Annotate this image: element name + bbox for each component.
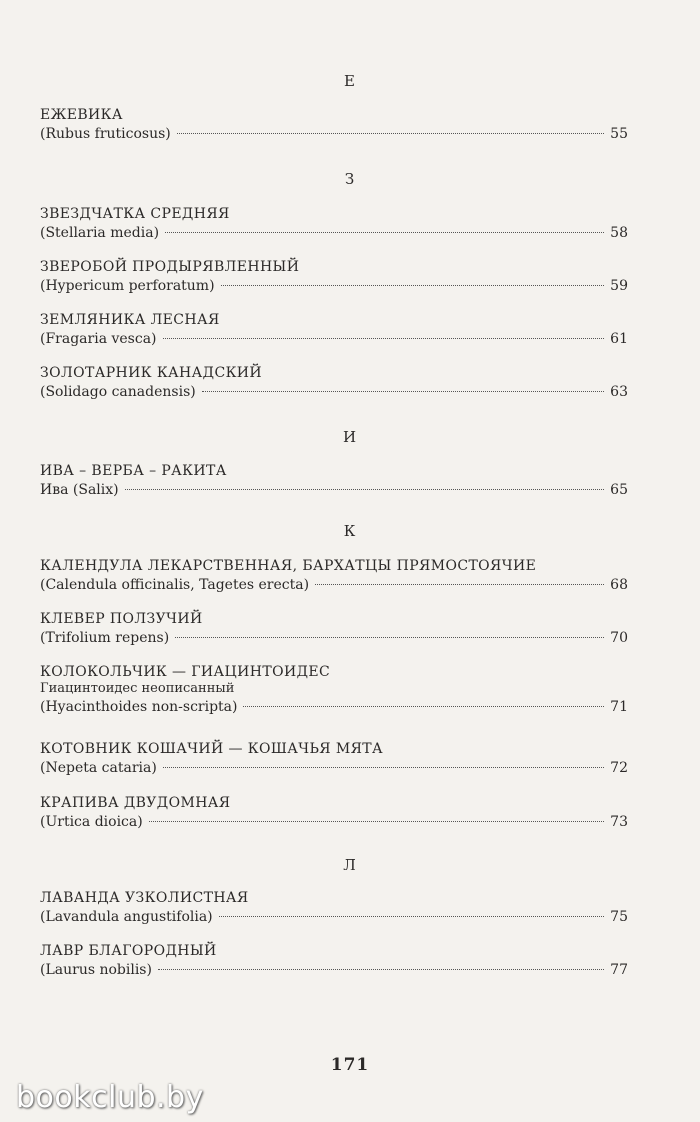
entry-title: КОТОВНИК КОШАЧИЙ — КОШАЧЬЯ МЯТА [40, 741, 384, 757]
index-entry [40, 740, 628, 778]
entry-title: ЗВЕРОБОЙ ПРОДЫРЯВЛЕННЫЙ [40, 259, 300, 275]
entry-page-number: 63 [610, 384, 628, 400]
entry-row [40, 960, 628, 980]
dot-leader [177, 133, 604, 134]
entry-title: КЛЕВЕР ПОЛЗУЧИЙ [40, 611, 203, 627]
entry-row [40, 812, 628, 832]
entry-latin-name: (Rubus fruticosus) [40, 126, 171, 142]
entry-row [40, 628, 628, 648]
dot-leader [175, 637, 604, 638]
entry-title: ЗВЕЗДЧАТКА СРЕДНЯЯ [40, 206, 230, 222]
entry-latin-name: (Calendula officinalis, Tagetes erecta) [40, 577, 310, 593]
index-entry [40, 364, 628, 402]
watermark: bookclub.by [16, 1080, 204, 1115]
entry-page-number: 73 [610, 814, 628, 830]
entry-page-number: 65 [610, 482, 628, 498]
section-letter-z: З [344, 170, 356, 188]
dot-leader [163, 767, 604, 768]
index-entry [40, 942, 628, 980]
entry-row [40, 575, 628, 595]
section-letter-l: Л [343, 856, 357, 874]
index-entry [40, 311, 628, 349]
entry-title: КАЛЕНДУЛА ЛЕКАРСТВЕННАЯ, БАРХАТЦЫ ПРЯМОСТОЯЧИЕ [40, 558, 537, 574]
entry-page-number: 59 [610, 278, 628, 294]
entry-row [40, 480, 628, 500]
index-entry [40, 610, 628, 648]
dot-leader [219, 916, 605, 917]
entry-page-number: 75 [610, 909, 628, 925]
entry-latin-name: (Laurus nobilis) [40, 962, 152, 978]
section-letter-e: Е [344, 72, 356, 90]
index-entry [40, 794, 628, 832]
entry-row [40, 329, 628, 349]
dot-leader [243, 706, 604, 707]
dot-leader [315, 584, 604, 585]
dot-leader [125, 489, 605, 490]
dot-leader [221, 285, 605, 286]
entry-page-number: 70 [610, 630, 628, 646]
entry-latin-name: (Solidago canadensis) [40, 384, 196, 400]
dot-leader [158, 969, 604, 970]
entry-latin-name: (Hyacinthoides non-scripta) [40, 699, 238, 715]
entry-latin-name: (Urtica dioica) [40, 814, 143, 830]
index-entry [40, 663, 628, 717]
entry-latin-name: (Stellaria media) [40, 225, 160, 241]
entry-title: ЕЖЕВИКА [40, 107, 123, 123]
entry-latin-name: Ива (Salix) [40, 482, 119, 498]
entry-latin-name: (Lavandula angustifolia) [40, 909, 213, 925]
page-number: 171 [330, 1055, 370, 1075]
entry-title: ЛАВР БЛАГОРОДНЫЙ [40, 943, 217, 959]
dot-leader [149, 821, 604, 822]
index-entry [40, 258, 628, 296]
entry-latin-name: (Nepeta cataria) [40, 760, 157, 776]
entry-page-number: 68 [610, 577, 628, 593]
entry-page-number: 72 [610, 760, 628, 776]
index-entry [40, 205, 628, 243]
entry-row [40, 697, 628, 717]
entry-row [40, 907, 628, 927]
index-entry [40, 462, 628, 500]
entry-title: КРАПИВА ДВУДОМНАЯ [40, 795, 231, 811]
dot-leader [165, 232, 604, 233]
entry-title: КОЛОКОЛЬЧИК — ГИАЦИНТОИДЕС [40, 664, 331, 680]
entry-page-number: 55 [610, 126, 628, 142]
entry-row [40, 758, 628, 778]
index-entry [40, 889, 628, 927]
dot-leader [202, 391, 604, 392]
entry-title: ИВА – ВЕРБА – РАКИТА [40, 463, 227, 479]
section-letter-k: К [343, 522, 357, 540]
dot-leader [163, 338, 605, 339]
entry-title: ЗЕМЛЯНИКА ЛЕСНАЯ [40, 312, 220, 328]
entry-title: ЛАВАНДА УЗКОЛИСТНАЯ [40, 890, 249, 906]
entry-latin-name: (Hypericum perforatum) [40, 278, 215, 294]
index-entry [40, 106, 628, 144]
entry-page-number: 71 [610, 699, 628, 715]
entry-row [40, 276, 628, 296]
entry-title: ЗОЛОТАРНИК КАНАДСКИЙ [40, 365, 263, 381]
entry-page-number: 61 [610, 331, 628, 347]
entry-subtitle: Гиацинтоидес неописанный [40, 681, 235, 696]
index-entry [40, 557, 628, 595]
entry-page-number: 58 [610, 225, 628, 241]
entry-row [40, 382, 628, 402]
entry-latin-name: (Fragaria vesca) [40, 331, 157, 347]
entry-page-number: 77 [610, 962, 628, 978]
entry-row [40, 223, 628, 243]
entry-row [40, 124, 628, 144]
entry-latin-name: (Trifolium repens) [40, 630, 170, 646]
section-letter-i: И [342, 428, 358, 446]
